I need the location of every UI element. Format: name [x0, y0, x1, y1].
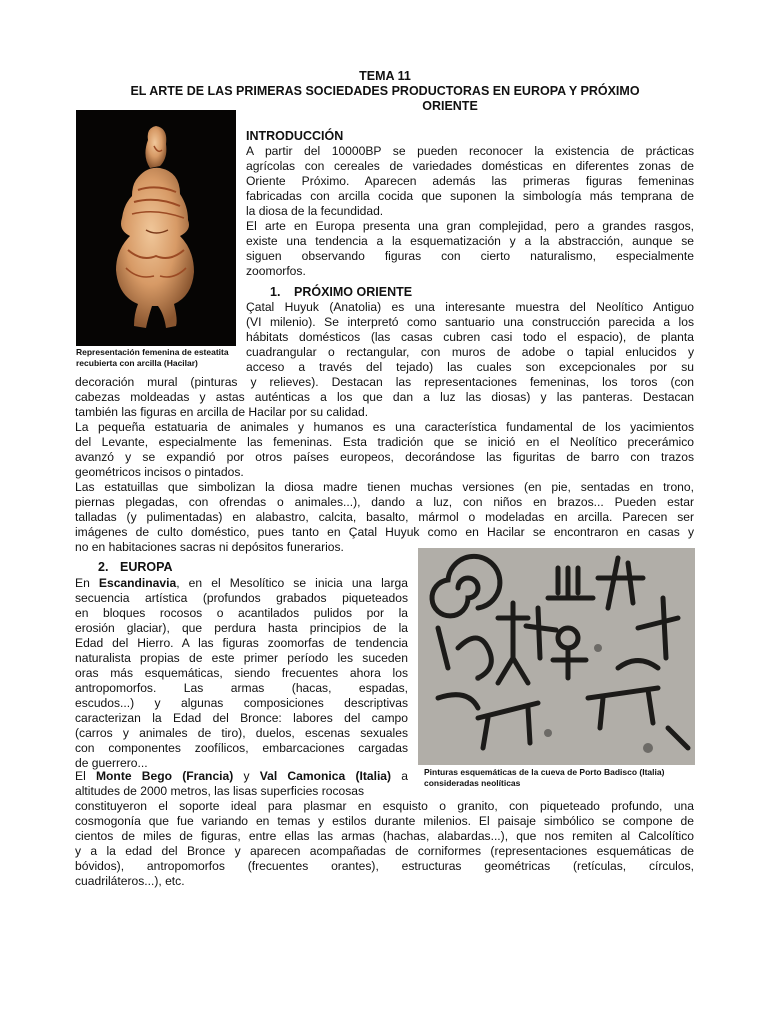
escandinavia-term: Escandinavia: [98, 576, 177, 590]
europa-text-line: oras más esquemáticas, siendo frecuentes ahora los: [75, 666, 408, 680]
cave-paintings-caption: Pinturas esquemáticas de la cueva de Porto Badisco (Italia) consideradas neolíticas: [424, 767, 665, 788]
val-camonica-term: Val Camonica (Italia): [259, 769, 392, 783]
section1-heading: PRÓXIMO ORIENTE: [294, 285, 413, 299]
intro-heading: INTRODUCCIÓN: [246, 129, 344, 143]
intro-text-line: zoomorfos.: [246, 264, 306, 278]
venus-figurine-image: [76, 110, 236, 346]
oriente-text-line: decoración mural (pinturas y relieves). Destacan las representaciones femeninas, los toros (con: [75, 375, 694, 389]
oriente-text-line: La pequeña estatuaria de animales y humanos es una característica fundamental de los yacimientos: [75, 420, 694, 434]
europa-text-line: naturalista propias de este primer período les suceden: [75, 651, 408, 665]
section2-number: 2.: [98, 560, 109, 574]
intro-text-line: existe una tendencia a la esquematización y a la abstracción, aunque se: [246, 234, 694, 248]
figurine-photo: [76, 110, 236, 346]
oriente-text-line: avanzó y se expandió por otros países europeos, decorándose las figuritas de barro con trazos: [75, 450, 694, 464]
oriente-text-line: imágenes de culto doméstico, pues tanto en Çatal Huyuk como en Hacilar se encontraron en casas y: [75, 525, 694, 539]
europa-text-line: antropomorfos. Las armas (hacas, espadas,: [75, 681, 408, 695]
intro-text-line: El arte en Europa presenta una gran complejidad, pero a grandes rasgos,: [246, 219, 694, 233]
europa-text-line: de guerrero...: [75, 756, 148, 770]
section2-heading: EUROPA: [120, 560, 173, 574]
intro-text-line: Oriente Próximo. Aparecen además las primeras figuras femeninas: [246, 174, 694, 188]
intro-text-line: agrícolas con cereales de variedades domésticas en diferentes zonas de: [246, 159, 694, 173]
section1-number: 1.: [270, 285, 281, 299]
europa-text-line: con componentes zoofílicos, embarcaciones cargadas: [75, 741, 408, 755]
europa-text-line: secuencia artística (profundos grabados piqueteados: [75, 591, 408, 605]
oriente-text-line: geométricos incisos o pintados.: [75, 465, 244, 479]
intro-text-line: A partir del 10000BP se pueden reconocer la existencia de prácticas: [246, 144, 694, 158]
europa-text-line: cientos de miles de figuras, entre ellas las armas (hachas, alabardas...), que nos remiten al Calcolítico: [75, 829, 694, 843]
tema-label: TEMA 11: [359, 69, 411, 83]
monte-bego-term: Monte Bego (Francia): [95, 769, 234, 783]
monte-bego-line: El Monte Bego (Francia) y Val Camonica (Italia) a: [75, 769, 408, 783]
porto-badisco-paintings-image: [418, 548, 695, 765]
europa-text-line: erosión glaciar), que perdura hasta principios de la: [75, 621, 408, 635]
oriente-text-line: talladas (y pulimentadas) en alabastro, calcita, basalto, mármol o modeladas en arcilla. Parecen ser: [75, 510, 694, 524]
oriente-text-line: Las estatuillas que simbolizan la diosa madre tienen muchas versiones (en pie, sentadas en trono,: [75, 480, 694, 494]
europa-text-line: escudos...) y algunas composiciones descriptivas: [75, 696, 408, 710]
europa-text-line: (carros y animales de tiro), duelos, escenas sexuales: [75, 726, 408, 740]
oriente-text-line: del Levante, especialmente las femeninas. Esta tradición que se inició en el Neolítico precerámico: [75, 435, 694, 449]
oriente-text-line: hábitats domésticos (las casas cubren casi todo el espacio), de planta: [246, 330, 694, 344]
oriente-text-line: cabezas moldeadas y astas auténticas a los que dan a luz las diosas) y las panteras. Destacan: [75, 390, 694, 404]
oriente-text-line: Çatal Huyuk (Anatolia) es una interesante muestra del Neolítico Antiguo: [246, 300, 694, 314]
europa-text-line: cosmogonía que fue variando en temas y estilos durante milenios. El paisaje simbólico se compone de: [75, 814, 694, 828]
oriente-text-line: también las figuras en arcilla de Hacilar por su calidad.: [75, 405, 369, 419]
document-title-line2: ORIENTE: [422, 99, 478, 113]
europa-text-line: y a la edad del Bronce y aparecen acompañadas de corniformes (representaciones esquemáticas de: [75, 844, 694, 858]
europa-text-line: constituyeron el soporte ideal para plasmar en esquisto o granito, con piqueteado profundo, una: [75, 799, 694, 813]
oriente-text-line: cuadrangular o rectangular, con muros de adobe o tapial enlucidos y: [246, 345, 694, 359]
europa-text-line: en bloques rocosos o acantilados pulidos por la: [75, 606, 408, 620]
europa-text-line: caracterizan la Edad del Bronce: labores del campo: [75, 711, 408, 725]
oriente-text-line: acceso a través del tejado) las cuales son excepcionales por su: [246, 360, 694, 374]
cave-paintings-photo: [418, 548, 695, 765]
intro-text-line: fabricadas con arcilla cocida que suponen la simbología más temprana de: [246, 189, 694, 203]
oriente-text-line: no en habitaciones sacras ni depósitos funerarios.: [75, 540, 344, 554]
europa-text-line: Edad del Hierro. A las figuras zoomorfas de tendencia: [75, 636, 408, 650]
figurine-caption: Representación femenina de esteatita recubierta con arcilla (Hacilar): [76, 347, 229, 368]
intro-text-line: siguen observando figuras con cierto naturalismo, especialmente: [246, 249, 694, 263]
europa-text-line: cuadriláteros...), etc.: [75, 874, 185, 888]
intro-text-line: la diosa de la fecundidad.: [246, 204, 384, 218]
monte-bego-line2: altitudes de 2000 metros, las lisas superficies rocosas: [75, 784, 365, 798]
document-title-line1: EL ARTE DE LAS PRIMERAS SOCIEDADES PRODUCTORAS EN EUROPA Y PRÓXIMO: [130, 84, 640, 98]
oriente-text-line: (VI milenio). Se interpretó como santuario una construcción parecida a los: [246, 315, 694, 329]
europa-text-line: bóvidos), antropomorfos (frecuentes orantes), estructuras geométricas (retículas, círculos,: [75, 859, 694, 873]
escandinavia-line: En Escandinavia, en el Mesolítico se inicia una larga: [75, 576, 409, 590]
oriente-text-line: piernas plegadas, con ofrendas o animales...), dando a luz, con niños en brazos... Pueden estar: [75, 495, 694, 509]
